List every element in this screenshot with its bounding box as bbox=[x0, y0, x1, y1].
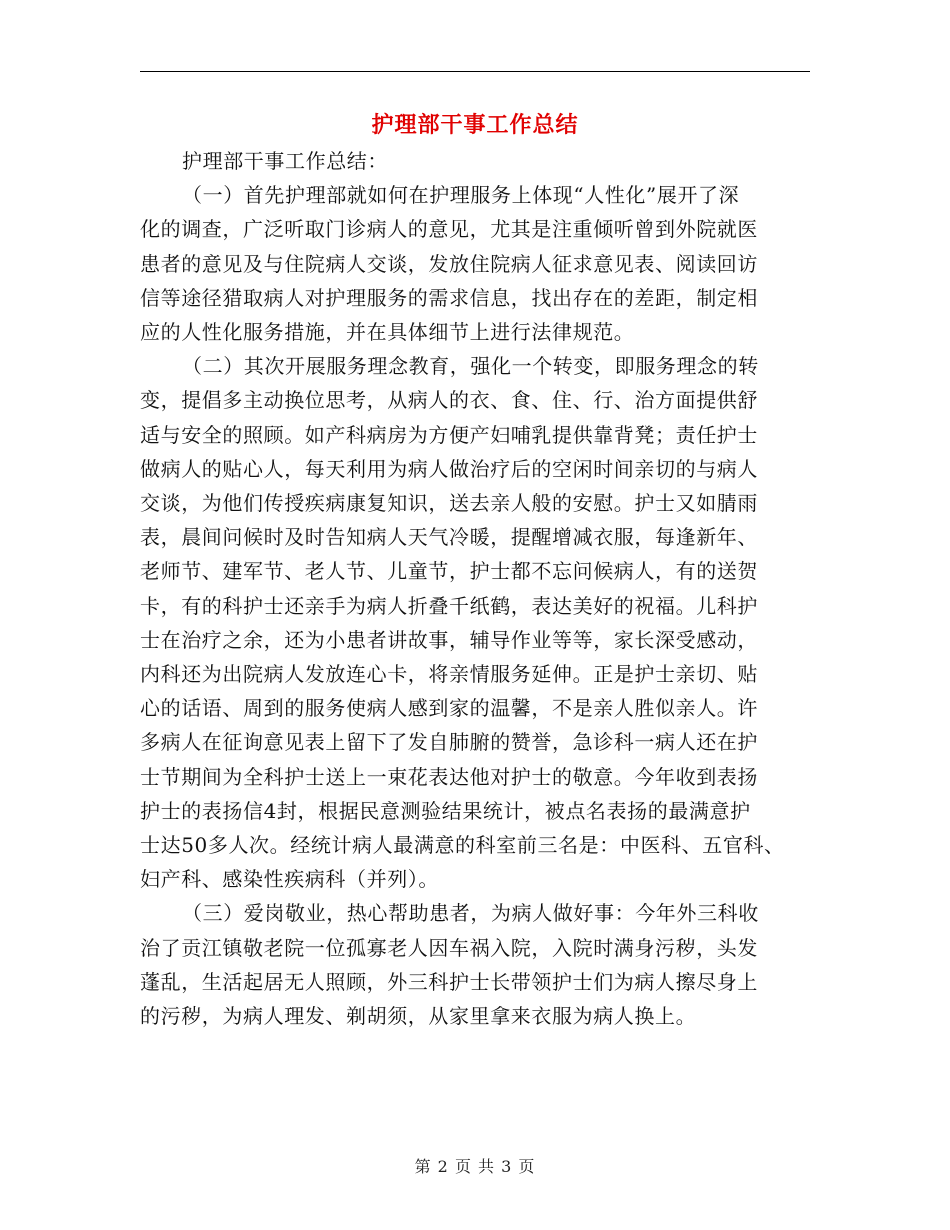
page-number: 第 2 页 共 3 页 bbox=[414, 1157, 536, 1176]
document-body bbox=[140, 144, 812, 1033]
document-title: 护理部干事工作总结 bbox=[371, 113, 579, 138]
paragraph-section-3: （三）爱岗敬业，热心帮助患者，为病人做好事：今年外三科收 治了贡江镇敬老院一位孤寡老人因车祸入院，入院时满身污秽，头发 蓬乱，生活起居无人照顾，外三科护士长带领护士们为病人擦尽身上 的污秽，为病人理发、剃胡须，从家里拿来衣服为病人换上。 bbox=[140, 901, 759, 1029]
paragraph-section-1: （一）首先护理部就如何在护理服务上体现“人性化”展开了深 化的调查，广泛听取门诊病人的意见，尤其是注重倾听曾到外院就医 患者的意见及与住院病人交谈，发放住院病人征求意见表、阅读回访 信等途径猎取病人对护理服务的需求信息，找出存在的差距，制定相 应的人性化服务措施，并在具体细节上进行法律规范。 bbox=[140, 183, 758, 345]
paragraph-section-2: （二）其次开展服务理念教育，强化一个转变，即服务理念的转 变，提倡多主动换位思考，从病人的衣、食、住、行、治方面提供舒 适与安全的照顾。如产科病房为方便产妇哺乳提供靠背凳；责任护士 做病人的贴心人，每天利用为病人做治疗后的空闲时间亲切的与病人 交谈，为他们传授疾病康复知识，送去亲人般的安慰。护士又如腈雨 表，晨间问候时及时告知病人天气冷暖，提醒增减衣服，每逢新年、 老师节、建军节、老人节、儿童节，护士都不忘问候病人，有的送贺 卡，有的科护士还亲手为病人折叠千纸鹤，表达美好的祝福。儿科护 士在治疗之余，还为小患者讲故事，辅导作业等等，家长深受感动， 内科还为出院病人发放连心卡，将亲情服务延伸。正是护士亲切、贴 心的话语、周到的服务使病人感到家的温馨，不是亲人胜似亲人。许 多病人在征询意见表上留下了发自肺腑的赞誉，急诊科一病人还在护 士节期间为全科护士送上一束花表达他对护士的敬意。今年收到表扬 护士的表扬信4封，根据民意测验结果统计，被点名表扬的最满意护 士达50多人次。经统计病人最满意的科室前三名是：中医科、五官科、 妇产科、感染性疾病科（并列）。 bbox=[140, 354, 785, 892]
header-rule bbox=[140, 71, 810, 72]
paragraph-intro: 护理部干事工作总结： bbox=[182, 149, 388, 173]
